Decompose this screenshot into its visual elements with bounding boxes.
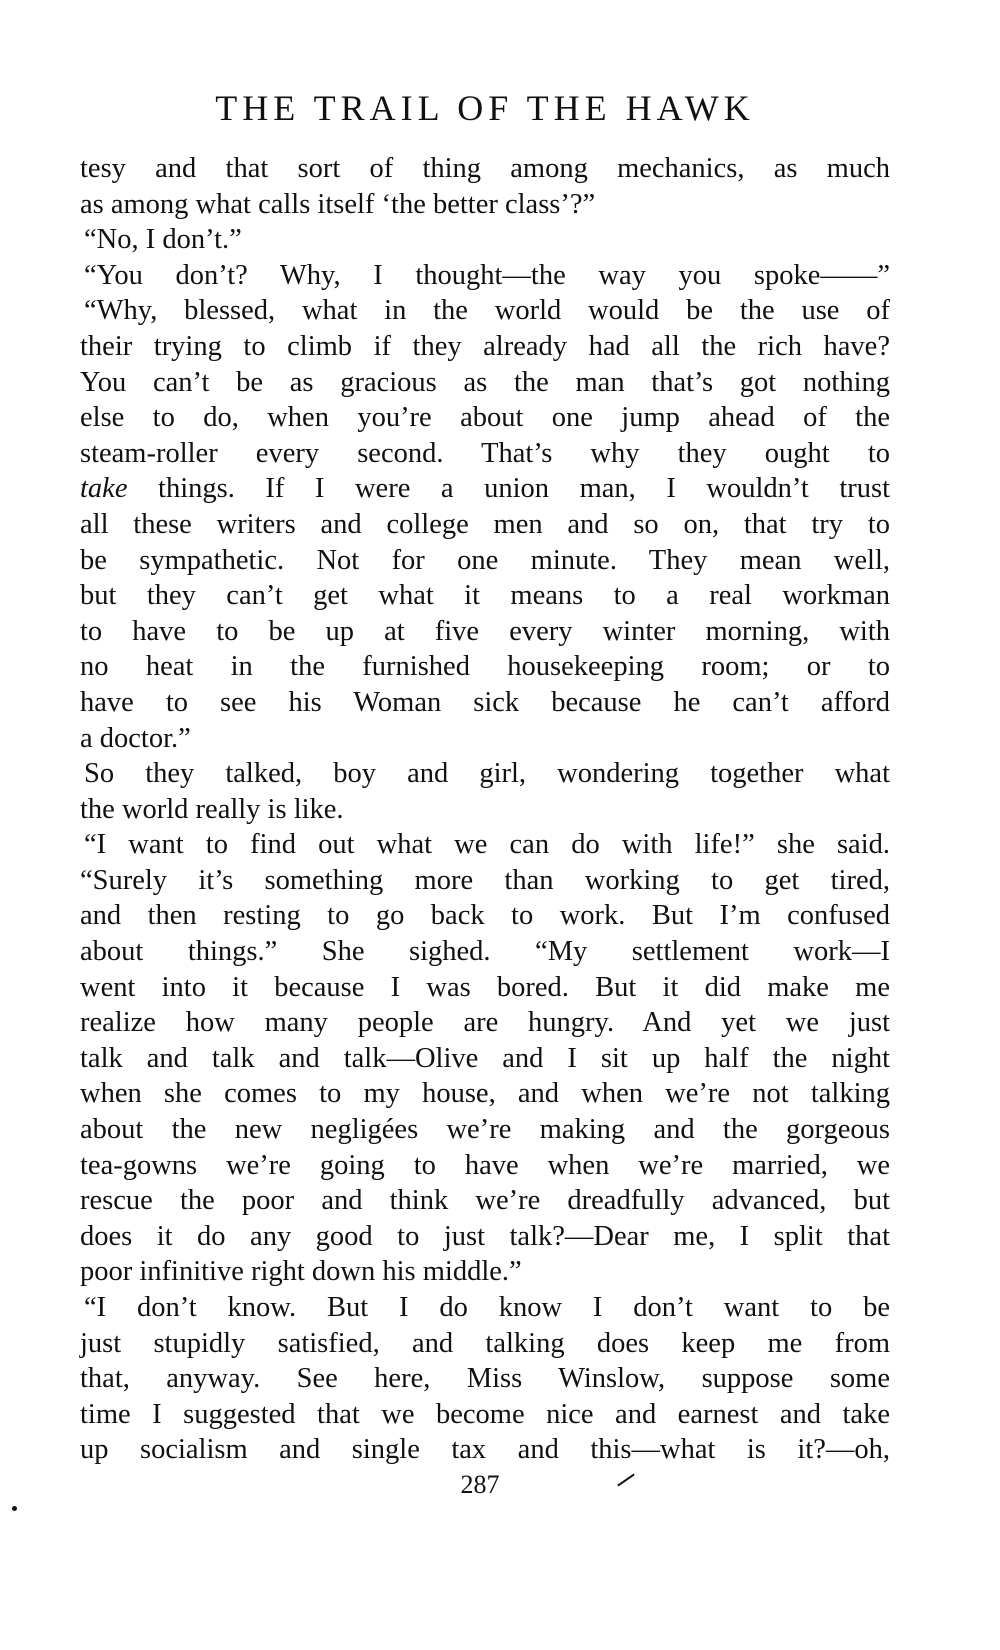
text-line: So they talked, boy and girl, wondering together what [84,758,890,790]
text-line: have to see his Woman sick because he can’t afford [80,686,890,718]
text-line: a doctor.” [80,722,191,754]
text-line: “I want to find out what we can do with life!” she said. [84,829,890,861]
text-line-rest: things. If I were a union man, I wouldn’t trust [127,473,890,505]
printer-tick-mark [617,1473,635,1486]
text-line: steam-roller every second. That’s why they ought to [80,437,890,469]
text-line: “You don’t? Why, I thought—the way you spoke——” [84,259,890,291]
text-line: their trying to climb if they already had all the rich have? [80,330,890,362]
text-line: be sympathetic. Not for one minute. They mean well, [80,544,890,576]
text-line: else to do, when you’re about one jump ahead of the [80,402,890,434]
text-line: poor infinitive right down his middle.” [80,1256,522,1288]
text-line: “Why, blessed, what in the world would be the use of [84,295,890,327]
text-line: as among what calls itself ‘the better class’?” [80,188,596,220]
text-line: and then resting to go back to work. But I’m confused [80,900,890,932]
page-body [80,151,890,1468]
text-line: tesy and that sort of thing among mechanics, as much [80,153,890,184]
stray-ink-dot [12,1506,17,1511]
text-line: up socialism and single tax and this—what is it?—oh, [80,1434,890,1466]
text-line: when she comes to my house, and when we’re not talking [80,1078,890,1110]
text-line: “I don’t know. But I do know I don’t want to be [84,1292,890,1323]
text-line: does it do any good to just talk?—Dear me, I split that [80,1220,890,1252]
text-line: the world really is like. [80,793,344,825]
text-line: about things.” She sighed. “My settlement work—I [80,936,890,968]
italic-word: take [80,473,128,505]
page-number: 287 [460,1470,500,1499]
text-line: but they can’t get what it means to a real workman [80,580,890,612]
text-line: rescue the poor and think we’re dreadfully advanced, but [80,1185,890,1217]
text-line: time I suggested that we become nice and earnest and take [80,1398,890,1430]
text-line: tea-gowns we’re going to have when we’re married, we [80,1149,890,1181]
text-line: “Surely it’s something more than working to get tired, [80,864,890,896]
text-line: went into it because I was bored. But it did make me [80,971,890,1003]
text-line: You can’t be as gracious as the man that’s got nothing [80,366,890,398]
text-line: realize how many people are hungry. And yet we just [80,1007,890,1039]
running-header: THE TRAIL OF THE HAWK [215,88,755,128]
text-line: just stupidly satisfied, and talking does keep me from [80,1327,890,1359]
text-line: talk and talk and talk—Olive and I sit up half the night [80,1042,890,1074]
text-line [80,471,890,507]
text-line: all these writers and college men and so on, that try to [80,508,890,540]
text-line: to have to be up at five every winter morning, with [80,615,890,647]
text-line: that, anyway. See here, Miss Winslow, suppose some [80,1363,890,1395]
text-line: “No, I don’t.” [84,224,242,256]
text-line: about the new negligées we’re making and the gorgeous [80,1114,890,1146]
text-line: no heat in the furnished housekeeping room; or to [80,651,890,683]
